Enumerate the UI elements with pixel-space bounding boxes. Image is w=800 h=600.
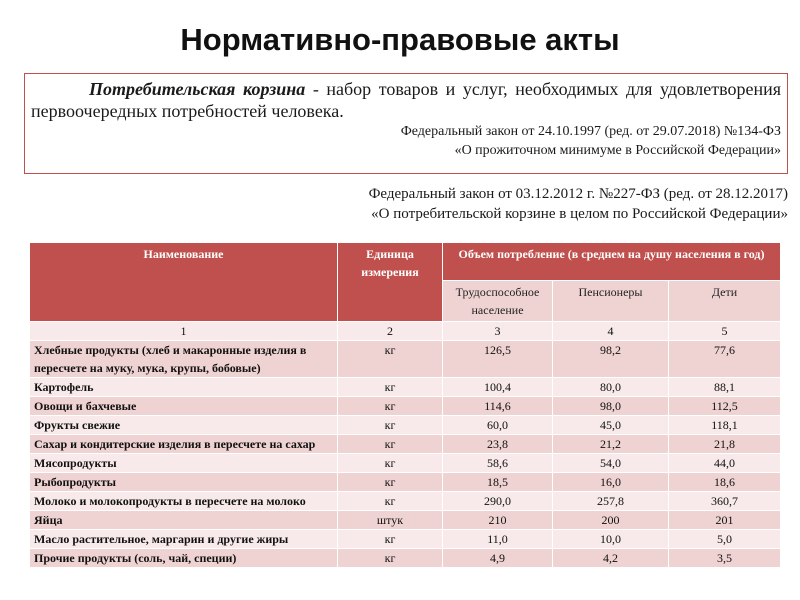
children-value-cell: 112,5	[669, 397, 781, 416]
working-value-cell: 60,0	[443, 416, 553, 435]
working-value-cell: 126,5	[443, 341, 553, 378]
column-number: 4	[553, 322, 669, 341]
unit-cell: кг	[338, 492, 443, 511]
header-name: Наименование	[30, 243, 338, 322]
product-name-cell: Картофель	[30, 378, 338, 397]
header-children: Дети	[669, 281, 781, 322]
children-value-cell: 21,8	[669, 435, 781, 454]
table-row	[30, 454, 781, 473]
working-value-cell: 18,5	[443, 473, 553, 492]
table-row	[30, 341, 781, 378]
working-value-cell: 11,0	[443, 530, 553, 549]
column-number: 2	[338, 322, 443, 341]
product-name-cell: Овощи и бахчевые	[30, 397, 338, 416]
product-name-cell: Яйца	[30, 511, 338, 530]
product-name-cell: Сахар и кондитерские изделия в пересчете на сахар	[30, 435, 338, 454]
children-value-cell: 88,1	[669, 378, 781, 397]
unit-cell: кг	[338, 397, 443, 416]
product-name-cell: Прочие продукты (соль, чай, специи)	[30, 549, 338, 568]
pensioners-value-cell: 257,8	[553, 492, 669, 511]
children-value-cell: 360,7	[669, 492, 781, 511]
product-name-cell: Хлебные продукты (хлеб и макаронные изделия в пересчете на муку, мука, крупы, бобовые)	[30, 341, 338, 378]
working-value-cell: 4,9	[443, 549, 553, 568]
consumer-basket-table	[29, 242, 781, 568]
unit-cell: кг	[338, 530, 443, 549]
column-number: 1	[30, 322, 338, 341]
product-name-cell: Молоко и молокопродукты в пересчете на молоко	[30, 492, 338, 511]
pensioners-value-cell: 54,0	[553, 454, 669, 473]
definition-text	[31, 78, 781, 122]
children-value-cell: 118,1	[669, 416, 781, 435]
unit-cell: кг	[338, 454, 443, 473]
children-value-cell: 3,5	[669, 549, 781, 568]
law-reference-line1: Федеральный закон от 03.12.2012 г. №227-ФЗ (ред. от 28.12.2017)	[368, 186, 788, 202]
table-row	[30, 473, 781, 492]
column-number: 3	[443, 322, 553, 341]
unit-cell: штук	[338, 511, 443, 530]
table-row	[30, 416, 781, 435]
product-name-cell: Фрукты свежие	[30, 416, 338, 435]
column-numbers-row	[30, 322, 781, 341]
law-reference-line2: «О потребительской корзине в целом по Российской Федерации»	[371, 206, 788, 222]
pensioners-value-cell: 80,0	[553, 378, 669, 397]
children-value-cell: 77,6	[669, 341, 781, 378]
pensioners-value-cell: 16,0	[553, 473, 669, 492]
working-value-cell: 100,4	[443, 378, 553, 397]
product-name-cell: Масло растительное, маргарин и другие жиры	[30, 530, 338, 549]
pensioners-value-cell: 45,0	[553, 416, 669, 435]
unit-cell: кг	[338, 416, 443, 435]
pensioners-value-cell: 98,2	[553, 341, 669, 378]
column-number: 5	[669, 322, 781, 341]
table-row	[30, 530, 781, 549]
definition-source-line2: «О прожиточном минимуме в Российской Федерации»	[454, 143, 781, 158]
table-row	[30, 511, 781, 530]
definition-term: Потребительская корзина	[89, 79, 306, 99]
header-pensioners: Пенсионеры	[553, 281, 669, 322]
unit-cell: кг	[338, 341, 443, 378]
unit-cell: кг	[338, 473, 443, 492]
working-value-cell: 58,6	[443, 454, 553, 473]
pensioners-value-cell: 98,0	[553, 397, 669, 416]
law-reference	[188, 184, 788, 224]
children-value-cell: 5,0	[669, 530, 781, 549]
pensioners-value-cell: 200	[553, 511, 669, 530]
unit-cell: кг	[338, 549, 443, 568]
table-row	[30, 378, 781, 397]
children-value-cell: 18,6	[669, 473, 781, 492]
working-value-cell: 114,6	[443, 397, 553, 416]
product-name-cell: Рыбопродукты	[30, 473, 338, 492]
pensioners-value-cell: 10,0	[553, 530, 669, 549]
definition-body: - набор товаров и услуг, необходимых для удовлетворения первоочередных потребностей человека.	[31, 79, 781, 121]
working-value-cell: 23,8	[443, 435, 553, 454]
definition-box	[24, 73, 788, 174]
table-row	[30, 549, 781, 568]
table-row	[30, 435, 781, 454]
header-working: Трудоспособное население	[443, 281, 553, 322]
table-row	[30, 397, 781, 416]
page-title: Нормативно-правовые акты	[180, 22, 620, 57]
header-unit: Единица измерения	[338, 243, 443, 322]
children-value-cell: 44,0	[669, 454, 781, 473]
unit-cell: кг	[338, 435, 443, 454]
unit-cell: кг	[338, 378, 443, 397]
pensioners-value-cell: 21,2	[553, 435, 669, 454]
table-row	[30, 492, 781, 511]
pensioners-value-cell: 4,2	[553, 549, 669, 568]
definition-source-line1: Федеральный закон от 24.10.1997 (ред. от 29.07.2018) №134-ФЗ	[400, 124, 781, 139]
product-name-cell: Мясопродукты	[30, 454, 338, 473]
working-value-cell: 290,0	[443, 492, 553, 511]
working-value-cell: 210	[443, 511, 553, 530]
children-value-cell: 201	[669, 511, 781, 530]
header-volume: Объем потребление (в среднем на душу населения в год)	[443, 243, 781, 281]
